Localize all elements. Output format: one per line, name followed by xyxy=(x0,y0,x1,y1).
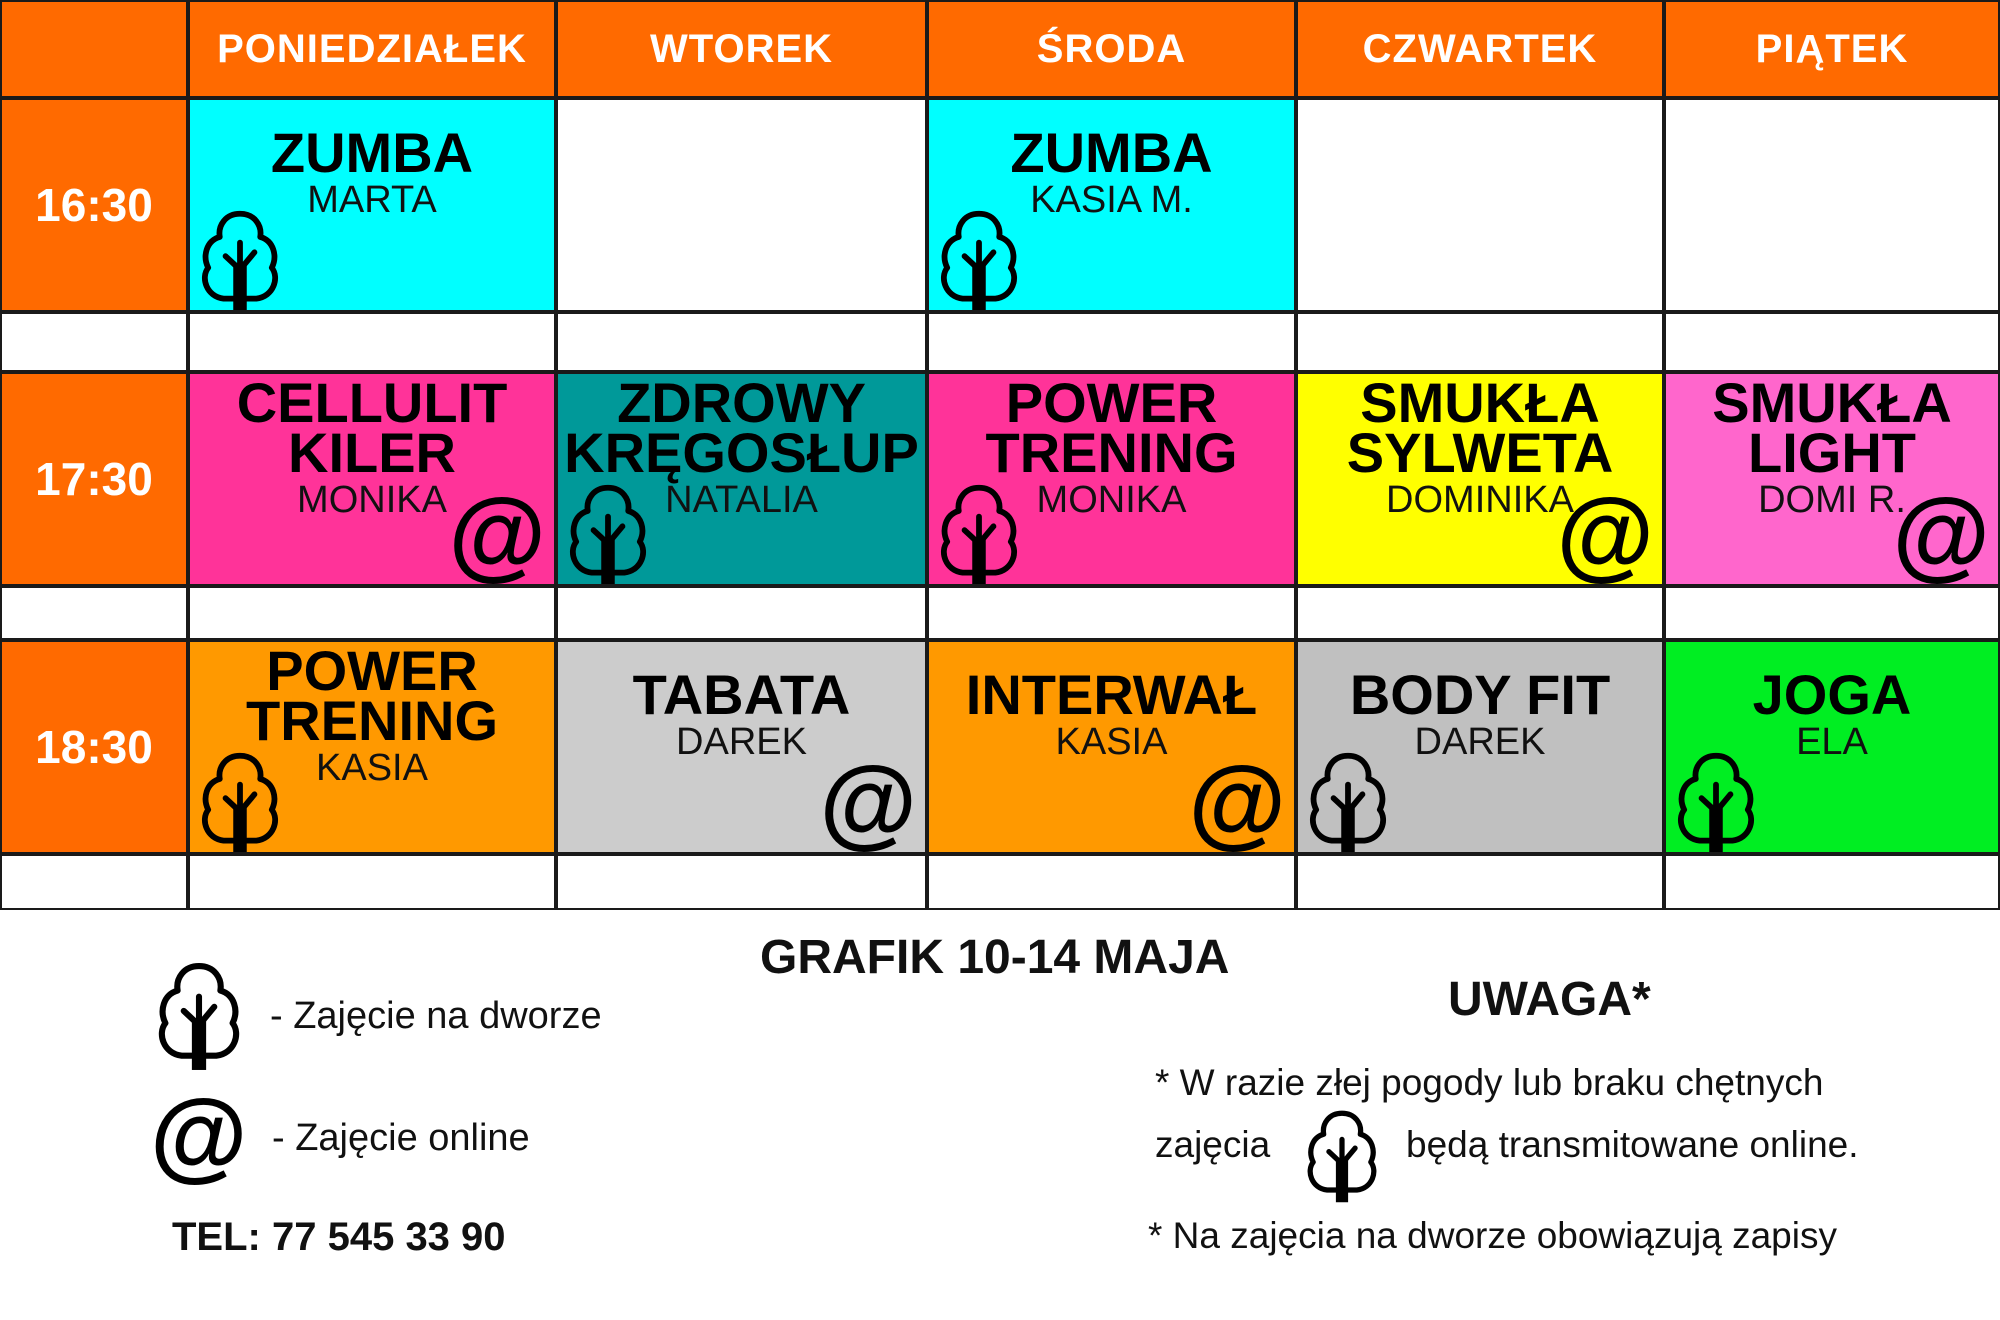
class-teacher: MARTA xyxy=(307,179,437,221)
class-cell xyxy=(927,98,1296,312)
spacer-cell xyxy=(188,312,556,372)
time-slot: 17:30 xyxy=(0,372,188,586)
spacer-cell xyxy=(927,586,1296,640)
spacer-cell xyxy=(1296,586,1664,640)
notice-heading: UWAGA* xyxy=(1448,973,1651,1026)
class-name: INTERWAŁ xyxy=(965,663,1258,726)
spacer-cell xyxy=(1664,854,2000,910)
time-slot: 18:30 xyxy=(0,640,188,854)
tree-icon xyxy=(196,208,284,312)
spacer-cell xyxy=(0,312,188,372)
class-cell xyxy=(556,640,927,854)
class-cell xyxy=(556,372,927,586)
empty-cell xyxy=(1296,98,1664,312)
class-teacher: KASIA xyxy=(316,747,428,789)
phone-number: TEL: 77 545 33 90 xyxy=(172,1215,506,1259)
at-icon: @ xyxy=(1892,478,1990,586)
tree-icon xyxy=(196,750,284,854)
spacer-cell xyxy=(1296,312,1664,372)
class-cell xyxy=(188,98,556,312)
at-icon: @ xyxy=(819,746,917,854)
spacer-cell xyxy=(188,586,556,640)
class-name: SMUKŁA SYLWETA xyxy=(1346,372,1614,484)
day-header: CZWARTEK xyxy=(1296,0,1664,98)
tree-icon xyxy=(935,482,1023,586)
class-name: TABATA xyxy=(632,663,851,726)
at-icon: @ xyxy=(150,1079,248,1191)
class-name: ZUMBA xyxy=(1010,121,1213,184)
notice-line-2b: będą transmitowane online. xyxy=(1406,1124,1859,1165)
tree-icon xyxy=(152,960,246,1072)
time-slot: 16:30 xyxy=(0,98,188,312)
spacer-cell xyxy=(0,854,188,910)
class-teacher: MONIKA xyxy=(1036,479,1187,521)
class-cell xyxy=(1664,640,2000,854)
class-cell xyxy=(188,640,556,854)
tree-icon xyxy=(1672,750,1760,854)
class-teacher: KASIA xyxy=(1055,721,1168,763)
class-name: ZUMBA xyxy=(270,121,474,184)
spacer-cell xyxy=(1664,312,2000,372)
class-cell xyxy=(927,372,1296,586)
spacer-cell xyxy=(1664,586,2000,640)
empty-cell xyxy=(1664,98,2000,312)
class-teacher: NATALIA xyxy=(665,479,818,521)
at-icon: @ xyxy=(1556,478,1654,586)
class-teacher: DOMINIKA xyxy=(1386,479,1574,521)
class-teacher: DOMI R. xyxy=(1758,479,1906,521)
class-teacher: MONIKA xyxy=(297,479,447,521)
at-icon: @ xyxy=(448,478,546,586)
class-cell xyxy=(927,640,1296,854)
legend-online-label: - Zajęcie online xyxy=(272,1117,530,1159)
tree-icon xyxy=(935,208,1023,312)
spacer-cell xyxy=(556,312,927,372)
class-name: CELLULIT KILER xyxy=(236,372,508,484)
at-icon: @ xyxy=(1188,746,1286,854)
class-name: ZDROWY KRĘGOSŁUP xyxy=(564,372,919,484)
class-teacher: ELA xyxy=(1796,721,1868,763)
class-cell xyxy=(1664,372,2000,586)
spacer-cell xyxy=(927,854,1296,910)
class-name: POWER TRENING xyxy=(985,372,1238,484)
day-header: WTOREK xyxy=(556,0,927,98)
notice-line-2a: zajęcia xyxy=(1155,1124,1271,1165)
class-teacher: KASIA M. xyxy=(1030,179,1193,221)
tree-icon xyxy=(564,482,652,586)
class-cell xyxy=(1296,640,1664,854)
spacer-cell xyxy=(927,312,1296,372)
tree-icon xyxy=(1304,750,1392,854)
class-name: SMUKŁA LIGHT xyxy=(1712,372,1952,484)
notice-line-3: * Na zajęcia na dworze obowiązują zapisy xyxy=(1148,1215,1837,1256)
spacer-cell xyxy=(188,854,556,910)
notice-line-1: * W razie złej pogody lub braku chętnych xyxy=(1155,1062,1824,1103)
day-header: PIĄTEK xyxy=(1664,0,2000,98)
class-name: JOGA xyxy=(1752,663,1912,726)
spacer-cell xyxy=(556,586,927,640)
class-name: BODY FIT xyxy=(1349,663,1611,726)
empty-cell xyxy=(556,98,927,312)
tree-icon xyxy=(1302,1108,1382,1204)
spacer-cell xyxy=(556,854,927,910)
class-teacher: DAREK xyxy=(1414,721,1546,763)
spacer-cell xyxy=(1296,854,1664,910)
spacer-cell xyxy=(0,586,188,640)
class-cell xyxy=(188,372,556,586)
class-name: POWER TRENING xyxy=(246,640,498,752)
class-teacher: DAREK xyxy=(676,721,807,763)
legend-outdoor-label: - Zajęcie na dworze xyxy=(270,995,602,1037)
schedule-title: GRAFIK 10-14 MAJA xyxy=(760,931,1230,984)
day-header: ŚRODA xyxy=(927,0,1296,98)
header-corner xyxy=(0,0,188,98)
day-header: PONIEDZIAŁEK xyxy=(188,0,556,98)
class-cell xyxy=(1296,372,1664,586)
